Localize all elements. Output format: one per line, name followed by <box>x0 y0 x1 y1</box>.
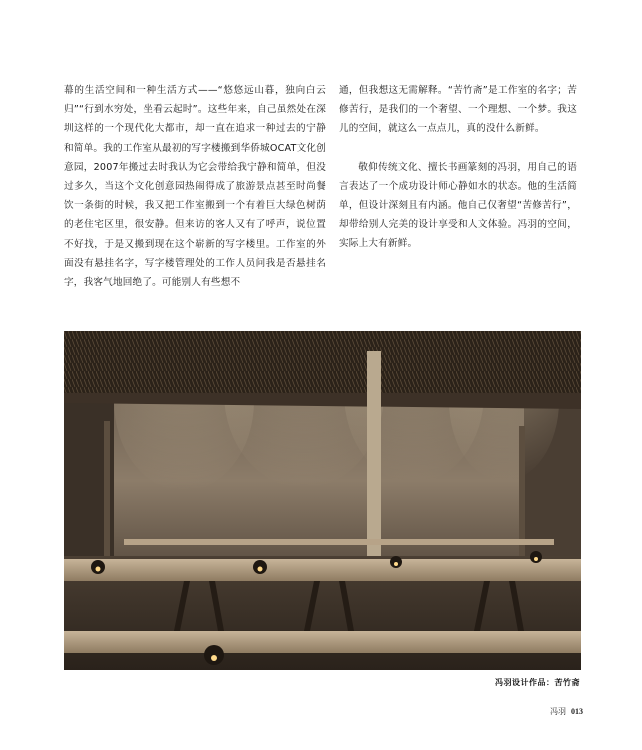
article-paragraph: 幕的生活空间和一种生活方式——“悠悠远山暮，独向白云归”“行到水穷处，坐看云起时”。这些年来，自己虽然处在深圳这样的一个现代化大都市，却一直在追求一种过去的宁静和简单。我的工作室从最初的写字楼搬到华侨城OCAT文化创意园，2007年搬过去时我认为它会带给我宁静和简单，但没过多久，当这个文化创意园热闹得成了旅游景点甚至时尚餐饮一条街的时候，我又把工作室搬到一个有着巨大绿色树荫的老住宅区里，很安静。但来访的客人又有了呼声，说位置不好找，于是又搬到现在这个崭新的写字楼里。工作室的外面没有悬挂名字，写字楼管理处的工作人员问我是否悬挂名字，我客气地回绝了。可能别人有些想不 <box>64 85 326 289</box>
article-column-right <box>339 81 577 254</box>
article-paragraph: 敬仰传统文化、擅长书画篆刻的冯羽，用自己的语言表达了一个成功设计师心静如水的状态。他的生活简单，但设计深刻且有内涵。他自己仅奢望“苦修苦行”，却带给别人完美的设计享受和人文体验。冯羽的空间，实际上大有新鲜。 <box>339 161 577 250</box>
photo-caption: 冯羽设计作品：苦竹斋 <box>495 678 580 687</box>
article-column-left <box>64 81 326 292</box>
footer-name: 冯羽 <box>550 707 566 716</box>
interior-photo-illustration <box>64 331 581 670</box>
article-paragraph: 通，但我想这无需解释。“苦竹斋”是工作室的名字；苦修苦行，是我们的一个奢望、一个理想、一个梦。我这儿的空间，就这么一点点儿，真的没什么新鲜。 <box>339 85 577 135</box>
page-footer <box>550 706 583 717</box>
interior-photo <box>64 331 581 670</box>
page-number: 013 <box>571 707 583 716</box>
